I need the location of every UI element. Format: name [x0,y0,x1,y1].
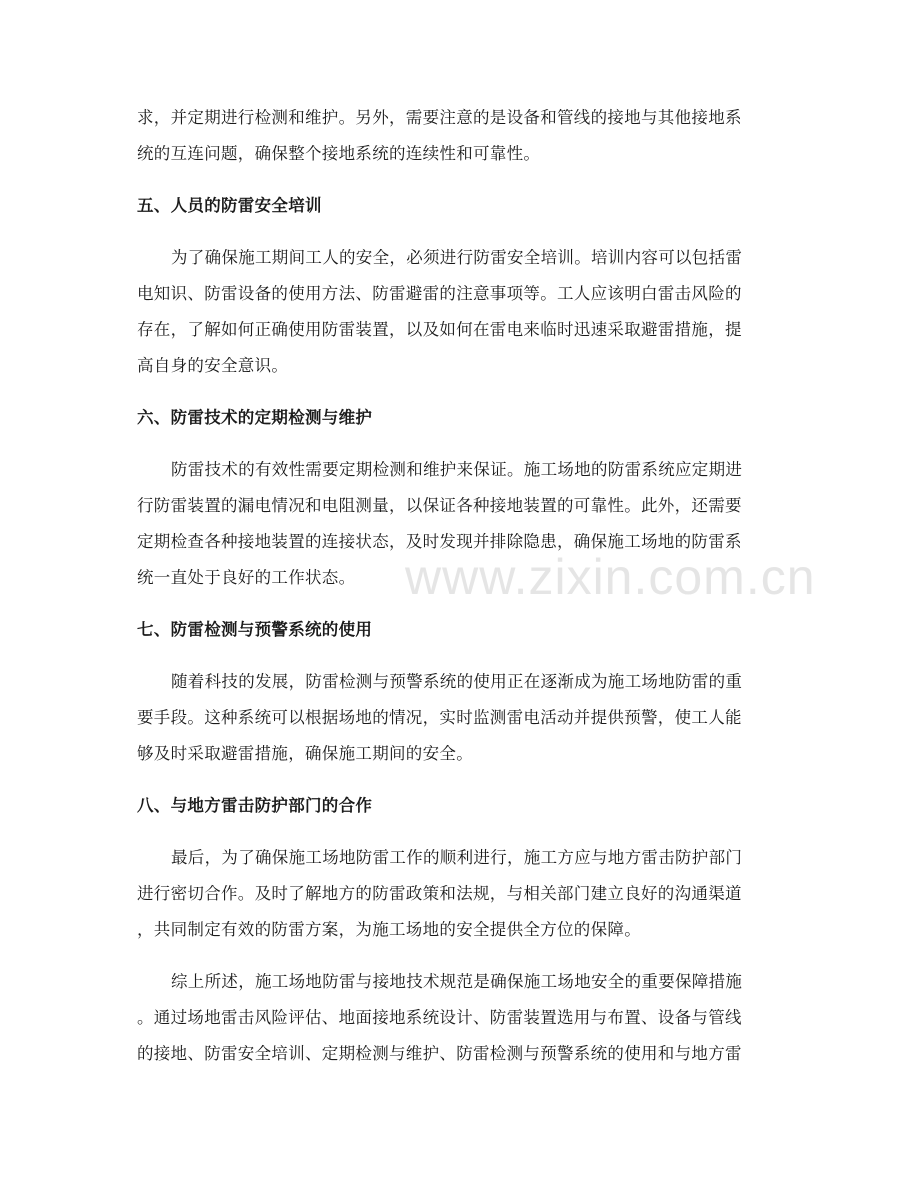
paragraph-line: 的接地、防雷安全培训、定期检测与维护、防雷检测与预警系统的使用和与地方雷 [137,1044,742,1063]
paragraph-line: 定期检查各种接地装置的连接状态，及时发现并排除隐患，确保施工场地的防雷系 [137,532,742,551]
paragraph-line: 。通过场地雷击风险评估、地面接地系统设计、防雷装置选用与布置、设备与管线 [137,1008,742,1027]
paragraph-line: 行防雷装置的漏电情况和电阻测量，以保证各种接地装置的可靠性。此外，还需要 [137,496,742,515]
paragraph-line: 够及时采取避雷措施，确保施工期间的安全。 [137,744,473,763]
section-paragraph-6 [137,452,787,596]
paragraph-line: ，共同制定有效的防雷方案，为施工场地的安全提供全方位的保障。 [137,920,641,939]
paragraph-line: 求，并定期进行检测和维护。另外，需要注意的是设备和管线的接地与其他接地系 [137,108,742,127]
paragraph-line: 电知识、防雷设备的使用方法、防雷避雷的注意事项等。工人应该明白雷击风险的 [137,284,742,303]
section-heading-5: 五、人员的防雷安全培训 [137,196,322,215]
paragraph-line: 进行密切合作。及时了解地方的防雷政策和法规，与相关部门建立良好的沟通渠道 [137,884,742,903]
section-heading-6: 六、防雷技术的定期检测与维护 [137,408,373,427]
paragraph-line: 为了确保施工期间工人的安全，必须进行防雷安全培训。培训内容可以包括雷 [171,248,743,267]
paragraph-line: 防雷技术的有效性需要定期检测和维护来保证。施工场地的防雷系统应定期进 [171,460,743,479]
paragraph-line: 要手段。这种系统可以根据场地的情况，实时监测雷电活动并提供预警，使工人能 [137,708,742,727]
site-watermark: www.zixin.com.cn [405,549,816,605]
conclusion-paragraph [137,964,787,1072]
paragraph-line: 综上所述，施工场地防雷与接地技术规范是确保施工场地安全的重要保障措施 [171,972,743,991]
paragraph-line: 最后，为了确保施工场地防雷工作的顺利进行，施工方应与地方雷击防护部门 [171,848,743,867]
section-heading-8: 八、与地方雷击防护部门的合作 [137,796,373,815]
document-page [137,100,787,1072]
paragraph-line: 统的互连问题，确保整个接地系统的连续性和可靠性。 [137,144,541,163]
paragraph-line: 统一直处于良好的工作状态。 [137,568,356,587]
intro-paragraph [137,100,787,172]
section-paragraph-7 [137,664,787,772]
paragraph-line: 高自身的安全意识。 [137,356,289,375]
section-heading-7: 七、防雷检测与预警系统的使用 [137,620,373,639]
section-paragraph-5 [137,240,787,384]
section-paragraph-8 [137,840,787,948]
paragraph-line: 随着科技的发展，防雷检测与预警系统的使用正在逐渐成为施工场地防雷的重 [171,672,743,691]
paragraph-line: 存在，了解如何正确使用防雷装置，以及如何在雷电来临时迅速采取避雷措施，提 [137,320,742,339]
